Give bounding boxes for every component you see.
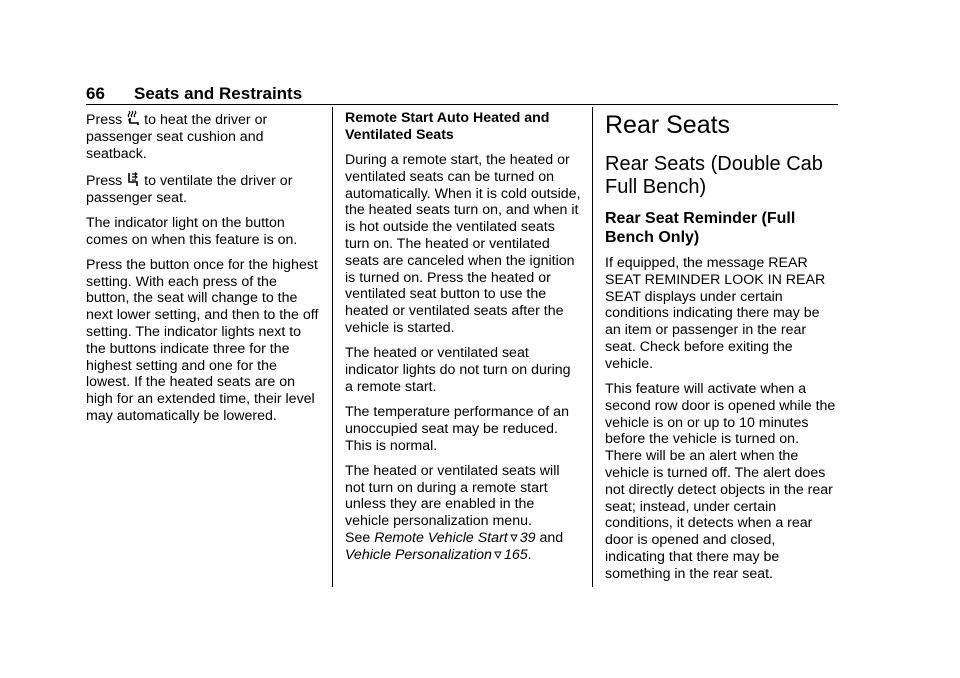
paragraph: The indicator light on the button comes on when this feature is on. [86,214,298,248]
paragraph: This feature will activate when a second row door is opened while the vehicle is on or up to 10 minutes before the vehicle is turned on. There will be an alert when the vehicle is turned off. The alert does not directly detect objects in the rear seat; instead, under certain conditions, it detects when a rear door is opened and closed, indicating that there may be something in the rear seat. [605,380,836,582]
paragraph: The heated or ventilated seat indicator lights do not turn on during a remote start. [345,345,571,395]
paragraph: The temperature performance of an unoccupied seat may be reduced. This is normal. [345,403,569,454]
column-middle [345,110,581,572]
heading-rear-seats: Rear Seats [605,111,731,139]
reference-arrow-icon [510,533,518,543]
column-divider [592,107,593,587]
subheading: Remote Start Auto Heated and Ventilated Seats [345,110,550,143]
cross-reference-link[interactable]: Vehicle Personalization 165 [345,546,528,563]
ventilated-seat-icon [126,171,140,187]
paragraph: If equipped, the message REAR SEAT REMINDER LOOK IN REAR SEAT displays under certain conditions indicating there may be an item or passenger in the rear seat. Check before exiting the vehicle. [605,255,826,372]
heated-seat-icon [126,110,140,126]
heading-double-cab: Rear Seats (Double Cab Full Bench) [605,153,823,198]
paragraph: Press the button once for the highest setting. With each press of the button, the seat will change to the next lower setting, and then to the off setting. The indicator lights next to the buttons indicate three for the highest setting and one for the lowest. If the heated seats are on high for an extended time, their level may automatically be lowered. [86,256,319,424]
paragraph: The heated or ventilated seats will not turn on during a remote start unless they are enabled in the vehicle personalization menu. See Remote Vehicle Start 39 and Vehicle Personalization 165. [345,462,564,563]
reference-arrow-icon [494,550,502,560]
section-title: Seats and Restraints [134,84,303,103]
column-left [86,110,322,433]
paragraph: During a remote start, the heated or ventilated seats can be turned on automatically. When it is cold outside, the heated seats turn on, and when it is hot outside the ventilated seats turn on. The heated or ventilated seats are canceled when the ignition is turned on. Press the heated or ventilated seat button to use the heated or ventilated seats after the vehicle is started. [345,151,581,336]
cross-reference-link[interactable]: Remote Vehicle Start 39 [374,529,536,546]
column-divider [332,107,333,587]
column-right [605,110,839,591]
page-number: 66 [86,84,105,103]
paragraph: Press to ventilate the driver or passenger seat. [86,172,293,206]
page-header [86,84,838,105]
heading-rear-seat-reminder: Rear Seat Reminder (Full Bench Only) [605,210,796,246]
paragraph: Press to heat the driver or passenger seat cushion and seatback. [86,112,268,162]
